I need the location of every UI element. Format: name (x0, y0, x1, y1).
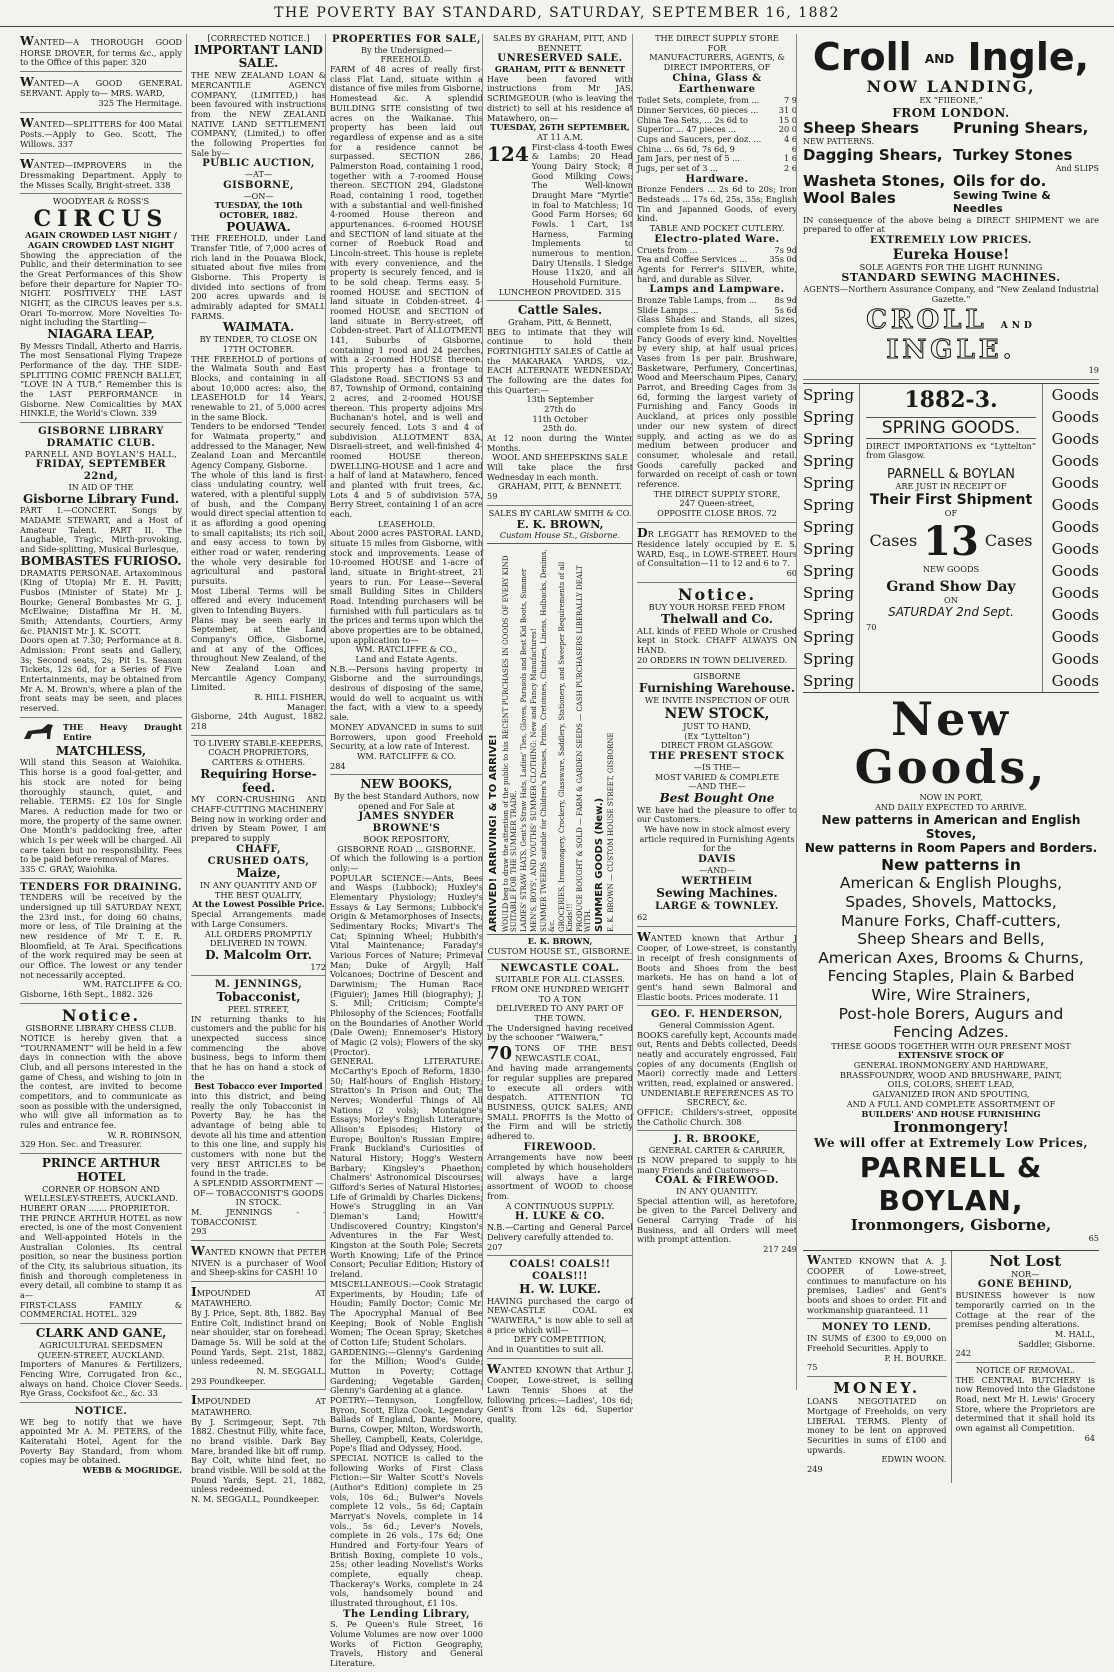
ad-wanted-splitters: WANTED—SPLITTERS for 400 Matai Posts.—Apply to Geo. Scott, The Willows. 337 (20, 116, 182, 154)
goods-column: Goods Goods Goods Goods Goods Goods Goods Goods Goods Goods Goods Goods Goods Goods (1051, 385, 1099, 690)
ad-wanted-servant: WANTED—A GOOD GENERAL SERVANT. Apply to— MRS. WARD, 325 The Hermitage. (20, 75, 182, 113)
ad-unreserved-sale: SALES BY GRAHAM, PITT, AND BENNETT. UNRESERVED SALE. GRAHAM, PITT & BENNETT Have been favored with instructions from Mr JAS. SCRIMGEOUR (who is leaving the district) to sell at his residence at Matawhero, on— TUESDAY, 26TH SEPTEMBER, AT 11 A.M. 124 First-class 4-tooth Ewes & Lambs; 20 Head Young Dairy Stock; 8 Good Milking Cows; The Well-known Draught Mare “Myrtle” in foal to Matchless; 10 Good Farm Horses; 60 Fowls. 1 Cart, 1st Harness, Farming Implements to numerous to mention. Dairy Utensils. 1 Sledge House 11x20, and all Household Furniture. LUNCHEON PROVIDED. 315 (487, 34, 633, 301)
ad-new-goods: New Goods, NOW IN PORT, AND DAILY EXPECTED TO ARRIVE. New patterns in American and English Stoves, New patterns in Room Papers and Borders. New patterns in American & English Ploughs, Spades, Shovels, Mattocks, Manure Forks, Chaff-cutters, Sheep Shears and Bells, American Axes, Brooms & Churns, Fencing Staples, Plain & Barbed Wire, Wire Strainers, Post-hole Borers, Augurs and Fencing Adzes. THESE GOODS TOGETHER WITH OUR PRESENT MOST EXTENSIVE STOCK OF GENERAL IRONMONGERY AND HARDWARE, BRASSFOUNDRY, WOOD AND BRUSHWARE, PAINT, OILS, COLORS, SHEET LEAD, GALVANIZED IRON AND SPOUTING, AND A FULL AND COMPLETE ASSORTMENT OF BUILDERS' AND HOUSE FURNISHING Ironmongery! We will offer at Extremely Low Prices, PARNELL & BOYLAN, Ironmongers, Gisborne, 65 (804, 691, 1099, 1243)
ad-impounded-2: IMPOUNDED AT MATAWHERO. By J. Scrimgeour, Sept. 7th 1882. Chestnut Filly, white face, no brand visible. Dark Bay Mare, branded like bit off rump. Bay Colt, white hind feet, no brand visible. Will be sold at the Pound Yards, Sept. 21, 1882, unless redeemed. N. M. SEGGALL, Poundkeeper. (191, 1392, 326, 1504)
ad-coals: COALS! COALS!! COALS!!! H. W. LUKE. HAVING purchased the cargo of NEW-CASTLE COAL ex “WAIWERA,” is now able to sell at a price which will— DEFY COMPETITION, And in Quantities to suit all. (487, 1259, 633, 1358)
ad-not-lost: Not Lost NOR— GONE BEHIND, BUSINESS however is now temporarily carried on in the Cottage at the rear of the premises pending alterations. M. HALL, Saddler, Gisborne. 242 (956, 1253, 1096, 1363)
ad-impounded-1: IMPOUNDED AT MATAWHERO. By J. Price, Sept. 8th, 1882. Bay Entire Colt, indistinct brand on near shoulder, star on forehead. Damage 5s. Will be sold at the Pound Yards, Sept. 21st, 1882, unless redeemed. N. M. SEGGALL. 293 Poundkeeper. (191, 1285, 326, 1391)
ad-thelwall: Notice. BUY YOUR HORSE FEED FROM Thelwall and Co. ALL kinds of FEED Whole or Crushed kept in Stock. CHAFF ALWAYS ON HAND. 20 ORDERS IN TOWN DELIVERED. (637, 586, 797, 670)
price-row: Jam Jars, per nest of 5 ... 1 6 (637, 153, 797, 164)
ad-spring-goods (803, 383, 1099, 693)
ad-notice-removal: NOTICE OF REMOVAL. THE CENTRAL BUTCHERY is now Removed into the Gladstone Road, next Mr H. Lewis' Grocery Store, where the Proprietors are determined that it shall hold its own against all Competition. 64 (955, 1364, 1095, 1443)
bottom-right-ads (951, 1251, 1100, 1483)
ad-money-to-lend: MONEY TO LEND. IN SUMS of £300 to £9,000 on Freehold Securities. Apply to P. H. BOURKE. 75 (807, 1322, 947, 1376)
price-row: China ... 6s 6d, 7s 6d, 9 6 (637, 143, 797, 154)
ad-chess-notice: Notice. GISBORNE LIBRARY CHESS CLUB. NOTICE is hereby given that a “TOURNAMENT” will be held in a few days in connection with the above Club, and all persons interested in the game of Chess, and wishing to join in the contest, are invited to become competitors, and to communicate as soon as possible with the undersigned, who will give all information as to rules and entrance fee. W. R. ROBINSON, 329 Hon. Sec. and Treasurer. (20, 1007, 182, 1154)
ad-new-books: NEW BOOKS, By the best Standard Authors, now opened and For Sale at JAMES SNYDER BROWNE'S BOOK REPOSITORY, GISBORNE ROAD ... GISBORNE. Of which the following is a portion only:— POPULAR SCIENCE:—Ants, Bees and Wasps (Lubbock); Huxley's Elementary Physiology; Huxley's Essays & Lay Sermons; Lubbock's Origin & Metamorphoses of Insects; Sedimentary Rocks; Mivart's The Cat; Spinning Wheel; Hubbith's Vital Maintenance; Faraday's Various Forces of Nature; Primeval Man; Duke of Argyll; Half Volcanoes; Doctrine of Descent and Darwinism; The Human Race (Figuier); James Hill (biography); J. S. Mill; Criticism; Compte's Philosophy of the Sciences; Footfalls on the Boundaries of Another World (Dale Owen); Ennemoser's History of Magic (2 vols); Flowers of the sky (Proctor). GENERAL LITERATURE: McCarthy's Epoch of Reform, 1830-50; Half-hours of English History; Stratton's In Prison and Out; The Nerves; Wonderful Things of All Nations (2 vols); Montaigne's Essays; Morley's English Literature; Allison's Episodes; History of Europe; Boulton's Russian Empire; Frank Buckland's Curiosities of Natural History; Hogg's Western Barbary; Kingsley's Phaethon; Chalmers' Astronomical Discourses; Gifford's Series of Natural Histories; Life of Grimaldi by Charles Dickens; Howe's Struggling in an Van Dieman's Land; Howitt's Undiscovered Country; Kingston's Adventures in the Far West; Kingston at the South Pole; Secrets Worth Knowing; Life of the Prince Consort; Peculiar Edition; History of Ireland. MISCELLANEOUS:—Cook Stratagic Experiments, by Houdin; Life of Houdin; Family Doctor; Comic Mr. The Apocryphal Manual of Bee Keeping; Book of Noble English Women; The Ocean Spray; Sketches of Cotton Life; Student Scholars. GARDENING:—Glenny's Gardening for the Million; Wood's Guide; Mutton in Poverty; Cottage Gardening; Vegetable Garden; Glenny's Gardening at a glance. POETRY:—Tennyson, Longfellow, Byron, Scott, Eliza Cook, Legendary Ballads of England, Dante, Moore, Burns, Cowper, Milton, Wordsworth, Shelley, Campbell, Keats, Coleridge, Pope's Iliad and Odyssey, Hood. SPECIAL NOTICE is called to the following Works of First Class Fiction:—Sir Walter Scott's Novels (Author's Edition) complete in 25 vols, 10s 6d.; Bulwer's Novels complete 12 vols., 5s 6d; Captain Marryat's Novels, complete in 14 vols., 5s 6d.; Lever's Novels, complete in 26 vols., 17s 6d; One Hundred and Forty-four Years of British Boxing, complete 10 vols., 25s; other leading Novelist's Works complete, equally cheap. Thackeray's Works, complete in 24 vols, handsomely bound and illustrated throughout, £1 10s. The Lending Library, S. Pe Queen's Rule Street, 16 Volume Volumes are now over 1000 Works of Fiction Geography, Travels, History and General Literature. (330, 777, 483, 1669)
ad-direct-supply-store: THE DIRECT SUPPLY STORE FOR MANUFACTURERS, AGENTS, & DIRECT IMPORTERS, OF China, Glass & Earthenware Toilet Sets, complete, from ... 7 9 Dinner Services, 60 pieces ... 31 0 China Tea Sets, ... 2s 6d to 15 0 Superior ... 47 pieces ... 20 0 Cups and Saucers, per doz. ... 4 6 China ... 6s 6d, 7s 6d, 9 6 Jam Jars, per nest of 5 ... 1 6 Jugs, per set of 3 ... 2 6 Hardware. Bronze Fenders ... 2s 6d to 20s; Iron Bedsteads ... 17s 6d, 25s, 35s; English Tin and Japanned Goods, of every kind. TABLE AND POCKET CUTLERY. Electro-plated Ware. Cruets from ... 7s 9d Tea and Coffee Services ... 35s 0d Agents for Ferrer's SILVER, white, hard, and durable as Silver. Lamps and Lampware. Bronze Table Lamps, from ... 8s 9d Slide Lamps ... 5s 6d Glass Shades and Stands, all sizes, complete from 1s 6d. Fancy Goods of every kind. Novelties by every ship, at half usual prices. Vases from 1s per pair. Brushware, Basketware, Perfumery, Concertinas, Wood and Meerschaum Pipes, Canary, Parrot, and Breeding Cages from 3s 6d, forming the largest variety of Furnishing and Fancy Goods in Auckland, at prices only possible under our new system of direct supply, and acting as we do as medium between producer and consumer, wholesale and retail. Goods carefully packed and forwarded on receipt of cash or town reference. THE DIRECT SUPPLY STORE, 247 Queen-street, OPPOSITE CLOSE BROS. 72 (637, 34, 797, 523)
column-6 (796, 34, 1099, 1474)
price-row: Superior ... 47 pieces ... 20 0 (637, 124, 797, 135)
ad-properties: PROPERTIES FOR SALE, By the Undersigned— FREEHOLD. FARM of 48 acres of really first-class Flat Land, situate within a distance of five miles from Gisborne. Homestead &c. A splendid BUILDING SITE consisting of two acres on the Waikanae. This property has been laid out regardless of expense and as a site for a residence cannot be surpassed. SECTION 286, Palmerston Road, containing 1 rood, together with a 7-roomed House thereon. SECTION 294, Gladstone Road, containing 1 rood, together with a substantial and well-finished 4-roomed House thereon and appurtenances. 6-roomed HOUSE and SECTION of land situate at the corner of Roebuck Road and Lincoln-street. This house is replete with every convenience, and the property is securely fenced, and is to be sold cheap. Terms easy. 5-roomed HOUSE and SECTION of land situate in Cobden-street. 4-roomed HOUSE and SECTION of land situate in Berry-street, off Cobden-street. Part of ALLOTMENT 141, Suburbs of Gisborne, containing 1 rood and 24 perches, with a 2-roomed HOUSE thereon. This property has a frontage to Gladstone Road. SECTIONS 53 and 87, Township of Ormond, containing 2 acres, and 2-roomed HOUSE thereon. This property adjoins Mrs Buchanan's hotel, and is well and securely fenced. Lots 3 and 4 of subdivision ALLOTMENT 83A, Disraeli-street, and well-finished 4-roomed HOUSE thereon. DWELLING-HOUSE and 1 acre and a half of land at Matawhero, fenced and planted with fruit trees, &c. Lots 4 and 5 of subdivision 57A, Berry Street, containing 1 of an acre each. LEASEHOLD. About 2000 acres PASTORAL LAND, situate 15 miles from Gisborne, with stock and improvements. Lease of 10-roomed HOUSE and 1-acre of land, situate in Bright-street, 21 years to run. For Lease—Several small Building Sites in Childers Road. Intending purchasers will be furnished with full particulars as to the prices and terms upon which the above properties are to be obtained, upon application to— WM. RATCLIFFE & CO., Land and Estate Agents. N.B.—Persons having property in Gisborne and the surroundings, desirous of disposing of the same, would do well to acquaint us with the fact, with a view to a speedy sale. MONEY ADVANCED in sums to suit Borrowers, upon good Freehold Security, at a low rate of Interest. WM. RATCLIFFE & CO. 284 (330, 34, 483, 775)
ad-wanted-drover: WANTED—A THOROUGH GOOD HORSE DROVER, for terms &c., apply to the Office of this paper. 320 (20, 34, 182, 72)
horse-icon (20, 721, 60, 745)
ad-henderson: GEO. F. HENDERSON, General Commission Agent. BOOKS carefully kept, Accounts made out, Rents and Debts collected, Deeds neatly and accurately engrossed, Fair copies of any documents (English or Maori) correctly made and Letters written, read, explained or answered. UNDENIABLE REFERENCES AS TO SECRECY, &c. OFFICE: Childers's-street, opposite the Catholic Church. 308 (637, 1009, 797, 1131)
masthead: THE POVERTY BAY STANDARD, SATURDAY, SEPTEMBER 16, 1882 (0, 0, 1114, 27)
ad-brooke: J. R. BROOKE, GENERAL CARTER & CARRIER, IS NOW prepared to supply to his many Friends and Customers— COAL & FIREWOOD. IN ANY QUANTITY. Special attention will, as heretofore, be given to the Parcel Delivery and General Carrying Trade of his Business, and all Orders will meet with prompt attention. 217 249 (637, 1134, 797, 1255)
column-3 (325, 34, 483, 1669)
ad-circus: WOODYEAR & ROSS'S CIRCUS AGAIN CROWDED LAST NIGHT / AGAIN CROWDED LAST NIGHT Showing the appreciation of the Public, and their determination to see the Great Performances of this Show before their departure for Napier TO-NIGHT. POSITIVELY THE LAST NIGHT, as the CIRCUS leaves per s.s. Orari To-morrow. More Novelties To-night including the Startling— NIAGARA LEAP, By Messrs Tindall, Atherto and Harris. The most Sensational Flying Trapeze Performance of the day. THE SIDE-SPLITTING COMIC FRENCH BALLET, “LOVE IN A TUB.” Remember this is the LAST PERFORMANCE in Gisborne. New Comicalities by MAX HINKLE, the World's Clown. 339 (20, 197, 182, 423)
vertical-ad-summer-goods: ARRIVED! ARRIVING! & TO ARRIVE! WOULD beg to draw the attention of the public to his RECENT PURCHASES IN GOODS OF EVERY KIND SUITABLE FOR THE SUMMER TRADE. LADIES' STRAW HATS, Gent's Straw Hats, Ladies' Ties, Gloves, Parasols and Best Kid Boots, Summer MEN'S, BOYS', AND YOUTHS' SUMMER CLOTHING: New and Fancy Manufactures! SUMMER TWEEDS suitable for Children's Dresses, Prints, Cretonnes, Chintzes, Linens, Holbacks, Denims, &c. GROCERIES, Ironmongery, Crockery, Glassware, Saddlery, Stationery, and Sweeper Requirements of all Kinds!!! PRODUCE BOUGHT & SOLD — FARM & GARDEN SEEDS — CASH PURCHASERS LIBERALLY DEALT WITH. SUMMER GOODS (New.) E. K. BROWN — CUSTOM HOUSE STREET, GISBORNE (487, 543, 633, 935)
column-5 (632, 34, 797, 1390)
ad-land-sale: [CORRECTED NOTICE.] IMPORTANT LAND SALE. THE NEW ZEALAND LOAN & MERCANTILE AGENCY COMPANY, (LIMITED,) has been favoured with instructions from the NEW ZEALAND NATIVE LAND SETTLEMENT COMPANY, (Limited,) to offer the following Properties for Sale by— PUBLIC AUCTION, —AT— GISBORNE, —ON— TUESDAY, the 10th OCTOBER, 1882. POUAWA. THE FREEHOLD, under Land Transfer Title, of 7,000 acres of rich land in the Pouawa Block, situated about five miles from Gisborne. This Property is divided into sections of from 200 acres upwards and is admirably adapted for SMALL FARMS. WAIMATA. BY TENDER, TO CLOSE ON 17TH OCTOBER. THE FREEHOLD of portions of the Walmata South and East Blocks, and containing in all about 10,000 acres: also, the LEASEHOLD for 14 Years, renewable to 21, of 5,000 acres in the same Block. Tenders to be endorsed “Tender for Waimata property,” and addressed to the Manager, New Zealand Loan and Mercantile Agency Company, Gisborne. The whole of this land is first-class undulating country, well watered, with a plentiful supply of bush, and the Company would direct special attention to it as affording a good opening to small capitalists; its rich soil, and easy access to town by either road or water, rendering the whole very desirable for agricultural and pastoral pursuits. Most Liberal Terms will be offered and every inducement given to Intending Buyers. Plans may be seen early in September, at the Land Company's Office, Gisborne, and at any of the Offices, throughout New Zealand, of the New Zealand Loan and Mercantile Agency Company, Limited. R. HILL FISHER, Manager. Gisborne, 24th August, 1882. 218 (191, 34, 326, 736)
bottom-ads (803, 1250, 1099, 1483)
ad-wanted-peter: WANTED KNOWN that PETER NIVEN is a purchaser of Wool and Sheep-skins for CASH! 10 (191, 1244, 326, 1282)
croll-ingle-title: Croll AND Ingle, (812, 35, 1090, 79)
ad-wanted-improvers: WANTED—IMPROVERS in the Dressmaking Department. Apply to the Misses Scally, Bright-street. 338 (20, 157, 182, 195)
column-1 (20, 33, 182, 1476)
croll-ingle-outline: CROLL AND INGLE. (866, 304, 1036, 366)
column-2 (186, 33, 326, 1504)
price-row: China Tea Sets, ... 2s 6d to 15 0 (637, 114, 797, 125)
ad-wanted-tennis-shoes: WANTED KNOWN that Arthur J. Cooper, Lowe-street, is selling Lawn Tennis Shoes at the following prices:—Ladies', 10s 6d; Gent's from 12s 6d. Superior quality. (487, 1360, 633, 1424)
ad-tobacconist: M. JENNINGS, Tobacconist, PEEL STREET, IN returning thanks to his customers and the public for his unexpected success since commencing the above business, begs to inform them that he has on hand a stock of the Best Tobacco ever Imported into this district, and being really the only Tobacconist in Poverty Bay, he has the advantage of being able to devote all his time and attention to this one line, and supply his customers with none but the very BEST ARTICLES to be found in the trade. A SPLENDID ASSORTMENT —OF— TOBACCONIST'S GOODS IN STOCK. M. JENNINGS - - TOBACCONIST. 293 (191, 979, 326, 1241)
bottom-left-ads (803, 1251, 951, 1483)
price-row: Toilet Sets, complete, from ... 7 9 (637, 95, 797, 106)
ad-wanted-cooper-boots: WANTED KNOWN that A. J. COOPER of Lowe-street, continues to manufacture on his premises, Ladies' and Gent's boots and shoes to order. Fit and workmanship guaranteed. 11 (807, 1253, 947, 1320)
ad-dr-leggatt: DR LEGGATT has REMOVED to the Residence lately occupied by E. S. WARD, Esq., in LOWE-STREET. Hours of Consultation—11 to 12 and 6 to 7. 60 (637, 526, 797, 583)
price-list (637, 96, 797, 173)
price-row: Cups and Saucers, per doz. ... 4 6 (637, 133, 797, 144)
column-4 (482, 33, 633, 1424)
ad-tenders: TENDERS FOR DRAINING. TENDERS will be received by the undersigned up till SATURDAY NEXT, the 23rd inst., for doing 60 chains, more or less, of Tile Draining at the new residence of Mr T. E. R. Bloomfield, at Te Arai. Specifications of the work required may be seen at our Office. The lowest or any tender not necessarily accepted. WM. RATCLIFFE & CO. Gisborne, 16th Sept., 1882. 326 (20, 882, 182, 1004)
ad-clark-gane: CLARK AND GANE, AGRICULTURAL SEEDSMEN QUEEN-STREET, AUCKLAND. Importers of Manures & Fertilizers, Fencing Wire, Corrugated Iron &c., always on hand. Choice Clover Seeds. Rye Grass, Cocksfoot &c., &c. 33 (20, 1327, 182, 1403)
circus-title: CIRCUS (33, 206, 169, 233)
spring-center: 1882-3. SPRING GOODS. DIRECT IMPORTATIONS ex “Lyttelton” from Glasgow. PARNELL & BOYLAN ARE JUST IN RECEIPT OF Their First Shipment OF Cases 13 Cases NEW GOODS Grand Show Day ON SATURDAY 2nd Sept. 70 (859, 384, 1043, 692)
ad-horse-matchless: THE Heavy Draught Entire MATCHLESS, Will stand this Season at Waiohika. This horse is a good foal-getter, and his stock are noted for being thoroughly staunch, quiet, and reliable. TERMS: £2 10s for Single Mares. A reduction made for two or more, the property of the same owner. One Month's paddocking free, after which 1s per week will be charged. All care taken but no responsibility. Fees to be paid before removal of Mares. 335 C. GRAY, Waiohika. (20, 721, 182, 879)
spring-column: Spring Spring Spring Spring Spring Spring Spring Spring Spring Spring Spring Spring Spring Spring (803, 385, 855, 690)
ad-money: MONEY. LOANS NEGOTIATED on Mortgage of Freeholds, on very LIBERAL TERMS. Plenty of money to be lent on approved Securities in sums of £100 and upwards. EDWIN WOON. 249 (807, 1378, 947, 1474)
ad-furnishing-warehouse: GISBORNE Furnishing Warehouse. WE INVITE INSPECTION OF OUR NEW STOCK, JUST TO HAND, (Ex “Lyttelton”) DIRECT FROM GLASGOW. THE PRESENT STOCK —IS THE— MOST VARIED & COMPLETE —AND THE— Best Bought One WE have had the pleasure to offer to our Customers. We have now in stock almost every article required in Furnishing Agents for the DAVIS —AND— WERTHEIM Sewing Machines. LARGE & TOWNLEY. 62 (637, 672, 797, 926)
price-row: Dinner Services, 60 pieces ... 31 0 (637, 104, 797, 115)
ad-horse-feed: TO LIVERY STABLE-KEEPERS, COACH PROPRIETORS, CARTERS & OTHERS. Requiring Horse-feed. MY CORN-CRUSHING AND CHAFF-CUTTING MACHINERY Being now in working order and driven by Steam Power, I am prepared to supply CHAFF, CRUSHED OATS, Maize, IN ANY QUANTITY AND OF THE BEST QUALITY, At the Lowest Possible Price. Special Arrangements made with Large Consumers. ALL ORDERS PROMPTLY DELIVERED IN TOWN. D. Malcolm Orr. 172 (191, 739, 326, 977)
price-row: Jugs, per set of 3 ... 2 6 (637, 162, 797, 173)
croll-products: Sheep Shears Pruning Shears, NEW PATTERNS. Dagging Shears, Turkey Stones And SLIPS Washeta Stones, Oils for do. Wool Bales Sewing Twine & Needles (803, 119, 1099, 215)
ad-newcastle-coal: NEWCASTLE COAL. SUITABLE FOR ALL CLASSES. FROM ONE HUNDRED WEIGHT TO A TON DELIVERED TO ANY PART OF THE TOWN. The Undersigned having received by the schooner “Waiwera,” 70 TONS OF THE BEST NEWCASTLE COAL, And having made arrangements for regular supplies are prepared to execute all orders with despatch. ATTENTION TO BUSINESS, QUICK SALES; AND SMALL PROFITS Is the Motto of the Firm and will be strictly adhered to. FIREWOOD. Arrangements have now been completed by which householders will always have a large assortment of WOOD to choose from. A CONTINUOUS SUPPLY. H. LUKE & CO. N.B.—Carting and General Parcel Delivery carefully attended to. 207 (487, 963, 633, 1256)
ad-dramatic-club: GISBORNE LIBRARY DRAMATIC CLUB. PARNELL AND BOYLAN'S HALL, FRIDAY, SEPTEMBER 22nd, IN AID OF THE Gisborne Library Fund. PART I.—CONCERT. Songs by MADAME STEWART, and a Host of Amateur Talent. PART II. The Laughable, Tragic, Mirth-provoking, and Side-splitting, Musical Burlesque, BOMBASTES FURIOSO. DRAMATIS PERSONAE. Artaxominous (King of Utopia) Mr E. H. Pavitt; Fusbos (Minister of State) Mr J. Bourke; General Bombastes Mr G. J. McElwaine; Distaffina Mr H. M. Smith; Attendants, Courtiers, Army &c. PIANIST Mr J. K. SCOTT. Doors open at 7.30; Performance at 8. Admission: Front seats and Gallery, 3s; Second seats, 2s; Pit 1s. Season Tickets, 12s 6d, for a Series of Five Entertainments, may be obtained from Mr A. M. Brown's, where a plan of the front seats may be seen, and places reserved. (20, 426, 182, 718)
ad-croll-ingle: Croll AND Ingle, NOW LANDING, EX “FIIEONE,” FROM LONDON. Sheep Shears Pruning Shears, NEW PATTERNS. Dagging Shears, Turkey Stones And SLIPS Washeta Stones, Oils for do. Wool Bales Sewing Twine & Needles IN consequence of the above being a DIRECT SHIPMENT we are prepared to offer at EXTREMELY LOW PRICES. Eureka House! SOLE AGENTS FOR THE LIGHT RUNNING STANDARD SEWING MACHINES. AGENTS—Northern Assurance Company, and “New Zealand Industrial Gazette.” CROLL AND INGLE. 19 (803, 38, 1099, 380)
ad-prince-arthur-hotel: PRINCE ARTHUR HOTEL CORNER OF HOBSON AND WELLESLEY-STREETS, AUCKLAND. HUBERT ORAN ....... PROPRIETOR. THE PRINCE ARTHUR HOTEL as now erected, is one of the most Convenient and Well-appointed Hotels in the Australian Colonies. Its central position, so near the business portion of the City, its salubrious situation, its finish and thorough completeness in every detail, all combine to stamp it as a— FIRST-CLASS FAMILY & COMMERCIAL HOTEL. 329 (20, 1157, 182, 1324)
ad-ek-brown: SALES BY CARLAW SMITH & CO. E. K. BROWN, Custom House St., Gisborne. ARRIVED! ARRIVING! & TO ARRIVE! WOULD beg to draw the attention of the public to his RECENT PURCHASES IN GOODS OF EVERY KIND SUITABLE FOR THE SUMMER TRADE. LADIES' STRAW HATS, Gent's Straw Hats, Ladies' Ties, Gloves, Parasols and Best Kid Boots, Summer MEN'S, BOYS', AND YOUTHS' SUMMER CLOTHING: New and Fancy Manufactures! SUMMER TWEEDS suitable for Children's Dresses, Prints, Cretonnes, Chintzes, Linens, Holbacks, Denims, &c. GROCERIES, Ironmongery, Crockery, Glassware, Saddlery, Stationery, and Sweeper Requirements of all Kinds!!! PRODUCE BOUGHT & SOLD — FARM & GARDEN SEEDS — CASH PURCHASERS LIBERALLY DEALT WITH. SUMMER GOODS (New.) E. K. BROWN — CUSTOM HOUSE STREET, GISBORNE E. K. BROWN, CUSTOM HOUSE ST., GISBORNE. (487, 509, 633, 961)
ad-wanted-cooper: WANTED known that Arthur J Cooper, of Lowe-street, is constantly in receipt of fresh consignments of Boots and Shoes from the best markets. He has on hand a lot of gent's hand sewn Balmoral and Elastic boots. Prices moderate. 11 (637, 930, 797, 1007)
ad-notice-agent: NOTICE. WE beg to notify that we have appointed Mr A. M. PETERS, of the Kaiteratahi Hotel, Agent for the Poverty Bay Standard, from whom copies may be obtained. WEBB & MOGRIDGE. (20, 1405, 182, 1476)
ad-cattle-sales: Cattle Sales. Graham, Pitt, & Bennett, BEG to intimate that they will continue to hold their FORTNIGHTLY SALES of Cattle at the MAKARAKA YARDS, viz., EACH ALTERNATE WEDNESDAY. The following are the dates for this Quarter:— 13th September 27th do 11th October 25th do. At 12 noon during the Winter Months. WOOL AND SHEEPSKINS SALE Will take place the first Wednesday in each month. GRAHAM, PITT, & BENNETT. 59 (487, 304, 633, 506)
